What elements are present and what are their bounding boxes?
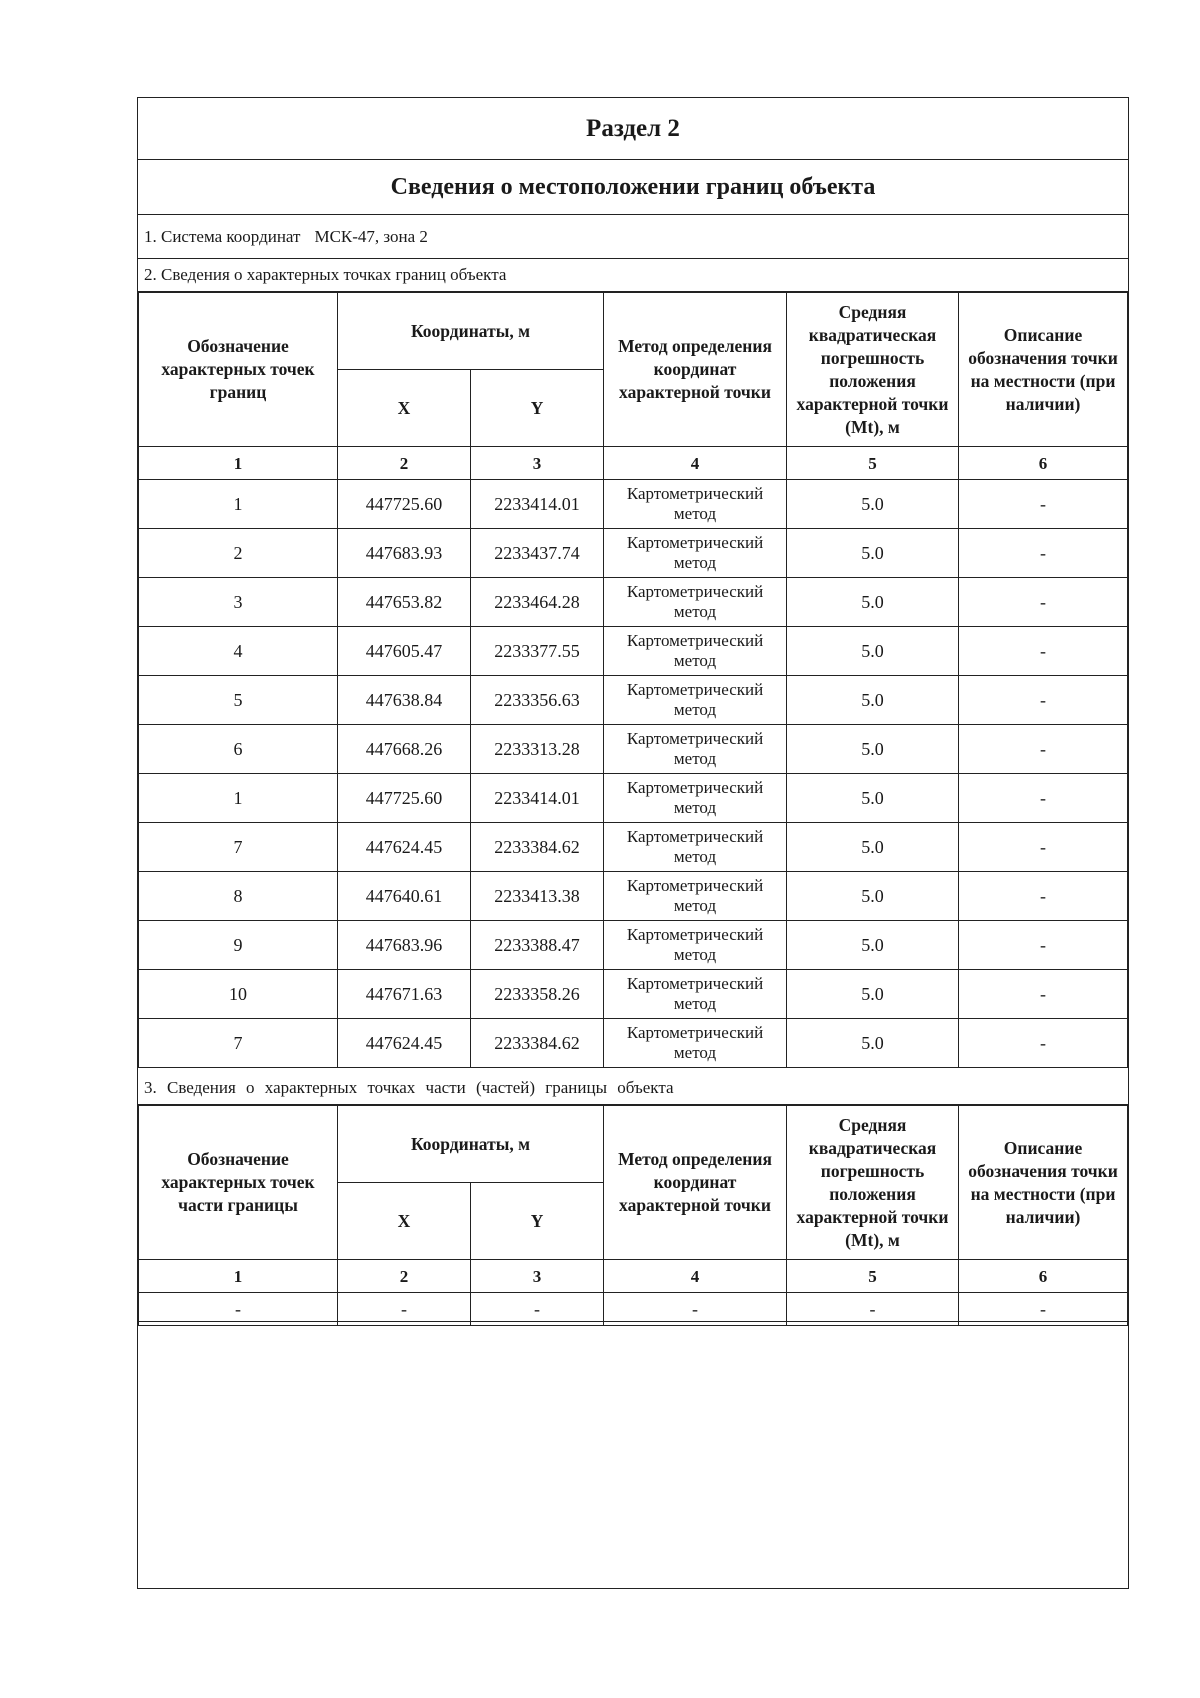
point-designation-cell: 7 [139, 823, 338, 872]
mt-error-cell: 5.0 [787, 872, 959, 921]
table-row [139, 725, 1128, 774]
x-coordinate-cell: 447683.96 [338, 921, 471, 970]
method-line: метод [673, 847, 717, 866]
header-description: Описание обозначения точки на местности (при наличии) [959, 1106, 1128, 1260]
description-cell: - [959, 578, 1128, 627]
method-line: метод [673, 896, 717, 915]
header-method: Метод определения координат характерной точки [604, 293, 787, 447]
mt-error-cell: 5.0 [787, 1019, 959, 1068]
description-cell: - [959, 872, 1128, 921]
method-line: Картометрический [626, 827, 764, 846]
method-cell [604, 823, 787, 872]
method-line: метод [673, 553, 717, 572]
description-cell: - [959, 774, 1128, 823]
x-coordinate-cell: 447640.61 [338, 872, 471, 921]
mt-error-cell: 5.0 [787, 529, 959, 578]
point-designation-cell: 7 [139, 1019, 338, 1068]
table-row [139, 970, 1128, 1019]
header-y: Y [471, 370, 604, 447]
table-row [139, 921, 1128, 970]
mt-error-cell: 5.0 [787, 480, 959, 529]
column-number-row [139, 447, 1128, 480]
method-line: метод [673, 651, 717, 670]
method-line: Картометрический [626, 680, 764, 699]
header-coordinates: Координаты, м [338, 293, 604, 370]
col-number: 1 [139, 447, 338, 480]
header-error: Средняя квадратическая погрешность положения характерной точки (Mt), м [787, 1106, 959, 1260]
description-cell: - [959, 627, 1128, 676]
x-coordinate-cell: 447668.26 [338, 725, 471, 774]
point-designation-cell: 5 [139, 676, 338, 725]
table-row [139, 480, 1128, 529]
col-number: 5 [787, 447, 959, 480]
x-coordinate-cell: 447624.45 [338, 1019, 471, 1068]
method-cell [604, 921, 787, 970]
mt-error-cell: 5.0 [787, 823, 959, 872]
table-row [139, 676, 1128, 725]
y-coordinate-cell: 2233384.62 [471, 1019, 604, 1068]
table-row [139, 823, 1128, 872]
col-number: 4 [604, 1260, 787, 1293]
parts-heading [138, 1072, 1128, 1105]
col-number: 4 [604, 447, 787, 480]
x-coordinate-cell: 447653.82 [338, 578, 471, 627]
mt-error-cell: 5.0 [787, 676, 959, 725]
method-cell [604, 578, 787, 627]
mt-error-cell: - [787, 1293, 959, 1326]
parts-heading-text: 3. Сведения о характерных точках части (частей) границы объекта [144, 1078, 674, 1097]
boundary-points-table [138, 292, 1128, 1068]
point-designation-cell: 2 [139, 529, 338, 578]
method-line: метод [673, 945, 717, 964]
method-line: метод [673, 994, 717, 1013]
y-coordinate-cell: 2233414.01 [471, 774, 604, 823]
table-row [139, 872, 1128, 921]
x-coordinate-cell: 447624.45 [338, 823, 471, 872]
method-line: Картометрический [626, 484, 764, 503]
method-cell [604, 676, 787, 725]
point-designation-cell: 1 [139, 774, 338, 823]
col-number: 6 [959, 447, 1128, 480]
point-designation-cell: 6 [139, 725, 338, 774]
method-cell [604, 774, 787, 823]
method-cell [604, 725, 787, 774]
mt-error-cell: 5.0 [787, 921, 959, 970]
method-line: Картометрический [626, 631, 764, 650]
method-line: Картометрический [626, 925, 764, 944]
y-coordinate-cell: 2233388.47 [471, 921, 604, 970]
y-coordinate-cell: 2233413.38 [471, 872, 604, 921]
method-line: Картометрический [626, 778, 764, 797]
method-cell [604, 970, 787, 1019]
method-line: метод [673, 798, 717, 817]
table-row [139, 529, 1128, 578]
method-cell [604, 480, 787, 529]
mt-error-cell: 5.0 [787, 627, 959, 676]
description-cell: - [959, 676, 1128, 725]
coordinate-system-value: МСК-47, зона 2 [314, 226, 428, 246]
header-method: Метод определения координат характерной точки [604, 1106, 787, 1260]
method-cell [604, 1019, 787, 1068]
y-coordinate-cell: 2233437.74 [471, 529, 604, 578]
mt-error-cell: 5.0 [787, 774, 959, 823]
document-subtitle: Сведения о местоположении границ объекта [138, 160, 1128, 215]
point-designation-cell: 1 [139, 480, 338, 529]
coordinate-system-line [138, 215, 1128, 259]
description-cell: - [959, 725, 1128, 774]
method-line: Картометрический [626, 1023, 764, 1042]
table-row [139, 627, 1128, 676]
method-line: метод [673, 504, 717, 523]
point-designation-cell: - [139, 1293, 338, 1326]
x-coordinate-cell: 447725.60 [338, 480, 471, 529]
x-coordinate-cell: 447671.63 [338, 970, 471, 1019]
method-line: метод [673, 602, 717, 621]
col-number: 1 [139, 1260, 338, 1293]
method-line: метод [673, 1043, 717, 1062]
col-number: 3 [471, 447, 604, 480]
y-coordinate-cell: 2233356.63 [471, 676, 604, 725]
table-bottom-rule [137, 1321, 1129, 1322]
mt-error-cell: 5.0 [787, 725, 959, 774]
part-points-table [138, 1105, 1128, 1326]
description-cell: - [959, 823, 1128, 872]
y-coordinate-cell: 2233414.01 [471, 480, 604, 529]
x-coordinate-cell: - [338, 1293, 471, 1326]
method-line: Картометрический [626, 582, 764, 601]
point-designation-cell: 4 [139, 627, 338, 676]
point-designation-cell: 8 [139, 872, 338, 921]
method-cell: - [604, 1293, 787, 1326]
points-heading: 2. Сведения о характерных точках границ объекта [138, 259, 1128, 292]
mt-error-cell: 5.0 [787, 578, 959, 627]
method-line: Картометрический [626, 974, 764, 993]
col-number: 2 [338, 1260, 471, 1293]
y-coordinate-cell: 2233377.55 [471, 627, 604, 676]
header-coordinates: Координаты, м [338, 1106, 604, 1183]
description-cell: - [959, 480, 1128, 529]
method-cell [604, 529, 787, 578]
point-designation-cell: 10 [139, 970, 338, 1019]
y-coordinate-cell: 2233384.62 [471, 823, 604, 872]
point-designation-cell: 3 [139, 578, 338, 627]
col-number: 2 [338, 447, 471, 480]
method-cell [604, 627, 787, 676]
y-coordinate-cell: 2233358.26 [471, 970, 604, 1019]
method-line: Картометрический [626, 533, 764, 552]
column-number-row [139, 1260, 1128, 1293]
x-coordinate-cell: 447638.84 [338, 676, 471, 725]
header-x: X [338, 1183, 471, 1260]
y-coordinate-cell: - [471, 1293, 604, 1326]
header-description: Описание обозначения точки на местности (при наличии) [959, 293, 1128, 447]
description-cell: - [959, 1019, 1128, 1068]
description-cell: - [959, 970, 1128, 1019]
x-coordinate-cell: 447683.93 [338, 529, 471, 578]
y-coordinate-cell: 2233464.28 [471, 578, 604, 627]
table-row [139, 774, 1128, 823]
col-number: 3 [471, 1260, 604, 1293]
y-coordinate-cell: 2233313.28 [471, 725, 604, 774]
document-sheet [137, 97, 1129, 1589]
table-row [139, 1019, 1128, 1068]
description-cell: - [959, 921, 1128, 970]
col-number: 6 [959, 1260, 1128, 1293]
method-line: метод [673, 749, 717, 768]
description-cell: - [959, 1293, 1128, 1326]
header-x: X [338, 370, 471, 447]
description-cell: - [959, 529, 1128, 578]
header-designation: Обозначение характерных точек части границы [139, 1106, 338, 1260]
header-designation: Обозначение характерных точек границ [139, 293, 338, 447]
mt-error-cell: 5.0 [787, 970, 959, 1019]
x-coordinate-cell: 447605.47 [338, 627, 471, 676]
section-title: Раздел 2 [138, 98, 1128, 160]
x-coordinate-cell: 447725.60 [338, 774, 471, 823]
header-y: Y [471, 1183, 604, 1260]
coordinate-system-label: 1. Система координат [144, 226, 301, 246]
method-cell [604, 872, 787, 921]
method-line: Картометрический [626, 729, 764, 748]
point-designation-cell: 9 [139, 921, 338, 970]
header-error: Средняя квадратическая погрешность положения характерной точки (Mt), м [787, 293, 959, 447]
col-number: 5 [787, 1260, 959, 1293]
method-line: Картометрический [626, 876, 764, 895]
table-row [139, 578, 1128, 627]
method-line: метод [673, 700, 717, 719]
